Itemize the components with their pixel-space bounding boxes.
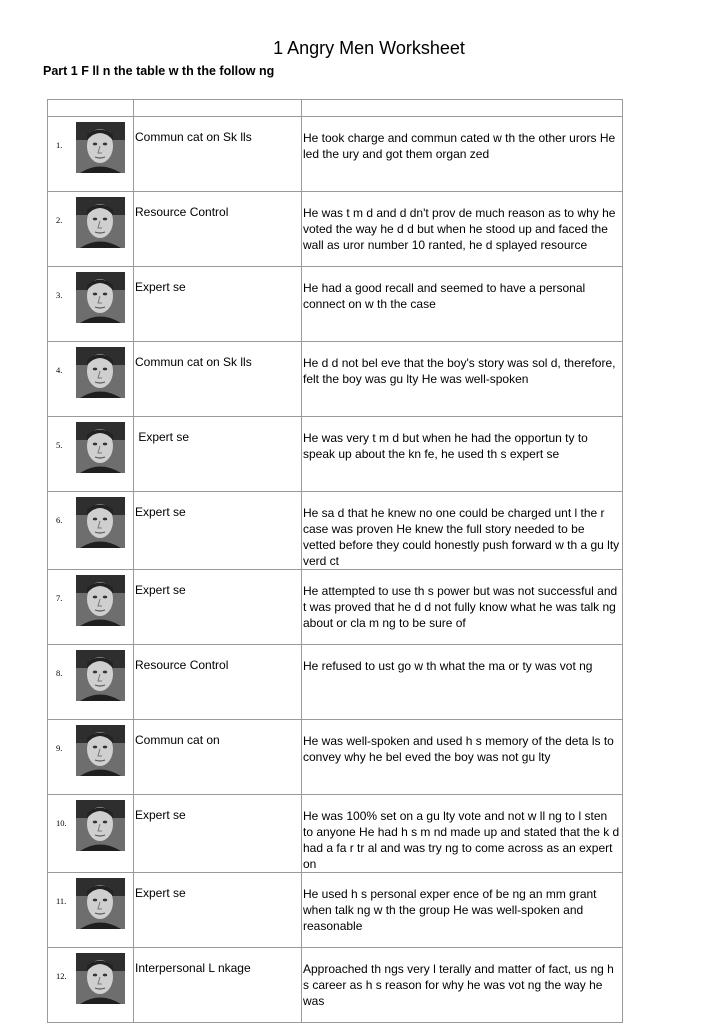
table-row [48,570,623,645]
table-row [48,720,623,795]
skill-cell: Expert se [134,492,302,570]
table-row [48,342,623,417]
skill-cell: Resource Control [134,192,302,267]
juror-number: 11. [56,896,67,906]
skill-cell: Expert se [134,873,302,948]
evidence-cell: He was t m d and d dn't prov de much reason as to why he voted the way he d d but when he stood up and faced the wall as uror number 10 ranted, he d splayed resource [302,192,623,267]
evidence-cell: He attempted to use th s power but was not successful and t was proved that he d d not fully know what he was talk ng about or cla m ng to be sure of [302,570,623,645]
header-cell-juror [48,100,134,117]
juror-cell [48,267,134,342]
juror-cell [48,192,134,267]
table-row [48,417,623,492]
juror-photo [76,878,125,929]
header-cell-skill [134,100,302,117]
juror-cell [48,417,134,492]
evidence-cell: He had a good recall and seemed to have a personal connect on w th the case [302,267,623,342]
juror-photo [76,122,125,173]
skill-cell: Expert se [134,795,302,873]
table-row [48,873,623,948]
evidence-cell: He was very t m d but when he had the opportun ty to speak up about the kn fe, he used th s expert se [302,417,623,492]
juror-photo [76,650,125,701]
table-row [48,492,623,570]
page-title: 1 Angry Men Worksheet [273,38,465,58]
table-row [48,192,623,267]
juror-number: 8. [56,668,63,678]
juror-cell [48,720,134,795]
instructions: Part 1 F ll n the table w th the follow ng [43,64,275,78]
table-row [48,948,623,1023]
header-cell-evidence [302,100,623,117]
juror-number: 7. [56,593,63,603]
juror-cell [48,492,134,570]
table-header-row [48,100,623,117]
juror-photo [76,575,125,626]
table-row [48,645,623,720]
juror-photo [76,347,125,398]
skill-cell: Resource Control [134,645,302,720]
juror-cell [48,342,134,417]
juror-number: 1. [56,140,63,150]
juror-photo [76,800,125,851]
evidence-cell: He was well-spoken and used h s memory of the deta ls to convey why he bel eved the boy was not gu lty [302,720,623,795]
table-row [48,795,623,873]
table-row [48,267,623,342]
skill-cell: Commun cat on Sk lls [134,117,302,192]
evidence-cell: He took charge and commun cated w th the other urors He led the ury and got them organ zed [302,117,623,192]
juror-cell [48,873,134,948]
skill-cell: Commun cat on Sk lls [134,342,302,417]
juror-number: 12. [56,971,67,981]
evidence-cell: Approached th ngs very l terally and matter of fact, us ng h s career as h s reason for why he was vot ng the way he was [302,948,623,1023]
juror-cell [48,948,134,1023]
skill-cell: Expert se [134,570,302,645]
juror-cell [48,795,134,873]
juror-number: 2. [56,215,63,225]
juror-photo [76,272,125,323]
juror-number: 9. [56,743,63,753]
juror-cell [48,645,134,720]
juror-number: 6. [56,515,63,525]
juror-table [47,99,623,1023]
evidence-cell: He d d not bel eve that the boy's story was sol d, therefore, felt the boy was gu lty He was well-spoken [302,342,623,417]
evidence-cell: He sa d that he knew no one could be charged unt l the r case was proven He knew the full story needed to be vetted before they could honestly push forward w th a gu lty verd ct [302,492,623,570]
skill-cell: Commun cat on [134,720,302,795]
evidence-cell: He refused to ust go w th what the ma or ty was vot ng [302,645,623,720]
table-row [48,117,623,192]
juror-photo [76,953,125,1004]
skill-cell: Interpersonal L nkage [134,948,302,1023]
skill-cell: Expert se [134,267,302,342]
juror-cell [48,570,134,645]
juror-number: 3. [56,290,63,300]
juror-photo [76,497,125,548]
evidence-cell: He was 100% set on a gu lty vote and not w ll ng to l sten to anyone He had h s m nd made up and stated that the k d had a fa r tr al and was try ng to come across as an expert on [302,795,623,873]
juror-number: 10. [56,818,67,828]
skill-cell: Expert se [134,417,302,492]
juror-photo [76,197,125,248]
juror-number: 5. [56,440,63,450]
evidence-cell: He used h s personal exper ence of be ng an mm grant when talk ng w th the group He was well-spoken and reasonable [302,873,623,948]
juror-photo [76,422,125,473]
juror-number: 4. [56,365,63,375]
juror-cell [48,117,134,192]
juror-photo [76,725,125,776]
